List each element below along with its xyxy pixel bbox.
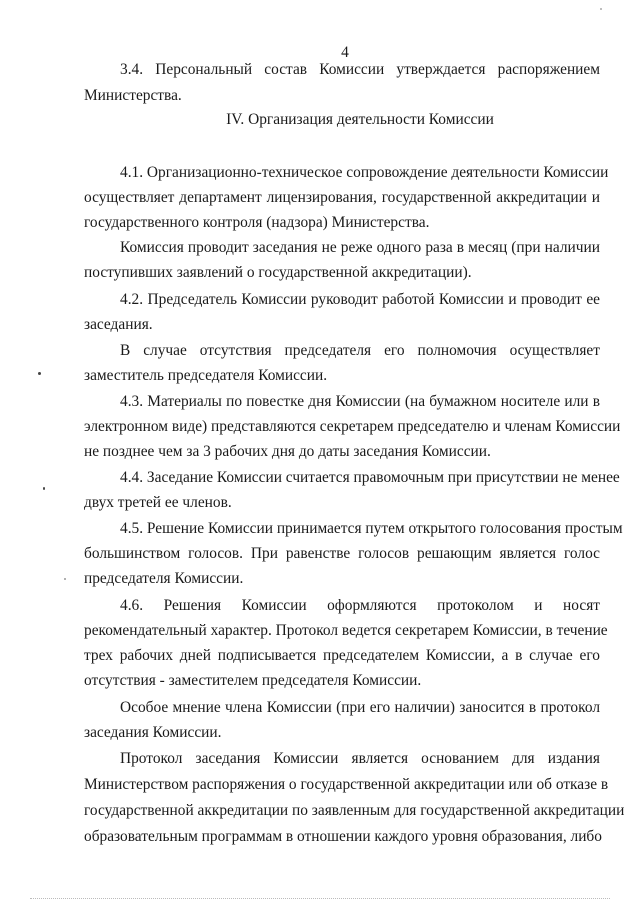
- item-4-5-line-2: большинством голосов. При равенстве голосов решающим является голос: [84, 545, 600, 562]
- item-4-6-line-4: отсутствия - заместителем председателя Комиссии.: [84, 672, 422, 689]
- item-4-5-line-1: 4.5. Решение Комиссии принимается путем открытого голосования простым: [120, 520, 623, 537]
- item-4-6-line-2: рекомендательный характер. Протокол ведется секретарем Комиссии, в течение: [84, 622, 608, 639]
- item-4-3-line-3: не позднее чем за 3 рабочих дня до даты заседания Комиссии.: [84, 443, 491, 460]
- item-4-5-line-3: председателя Комиссии.: [84, 570, 244, 587]
- item-4-4-line-1: 4.4. Заседание Комиссии считается правомочным при присутствии не менее: [120, 469, 620, 486]
- item-4-1-line-1: 4.1. Организационно-техническое сопровождение деятельности Комиссии: [120, 164, 609, 181]
- scan-speck: [43, 487, 45, 490]
- protocol-line-3: государственной аккредитации по заявленным для государственной аккредитации: [84, 802, 625, 819]
- item-4-3-line-1: 4.3. Материалы по повестке дня Комиссии (на бумажном носителе или в: [120, 393, 600, 410]
- dissent-line-1: Особое мнение члена Комиссии (при его наличии) заносится в протокол: [120, 699, 600, 716]
- absence-line-1: В случае отсутствия председателя его полномочия осуществляет: [120, 342, 600, 359]
- protocol-line-1: Протокол заседания Комиссии является основанием для издания: [120, 750, 600, 767]
- item-4-6-line-1: 4.6. Решения Комиссии оформляются протоколом и носят: [120, 597, 600, 614]
- page-number: 4: [341, 44, 349, 61]
- section-heading: IV. Организация деятельности Комиссии: [226, 111, 494, 128]
- scan-edge-noise: [30, 898, 610, 900]
- item-3-4-line-1: 3.4. Персональный состав Комиссии утверждается распоряжением: [120, 61, 600, 78]
- meetings-line-2: поступивших заявлений о государственной аккредитации).: [84, 264, 472, 281]
- protocol-line-2: Министерством распоряжения о государственной аккредитации или об отказе в: [84, 776, 609, 793]
- absence-line-2: заместитель председателя Комиссии.: [84, 367, 328, 384]
- item-4-1-line-2: осуществляет департамент лицензирования, государственной аккредитации и: [84, 189, 600, 206]
- dissent-line-2: заседания Комиссии.: [84, 724, 222, 741]
- scan-speck: [600, 8, 602, 10]
- item-4-2-line-2: заседания.: [84, 316, 153, 333]
- scan-speck: [38, 372, 41, 375]
- item-4-4-line-2: двух третей ее членов.: [84, 494, 232, 511]
- meetings-line-1: Комиссия проводит заседания не реже одного раза в месяц (при наличии: [120, 239, 600, 256]
- item-4-1-line-3: государственного контроля (надзора) Министерства.: [84, 214, 430, 231]
- item-3-4-line-2: Министерства.: [84, 87, 182, 104]
- item-4-3-line-2: электронном виде) представляются секретарем председателю и членам Комиссии: [84, 418, 621, 435]
- item-4-2-line-1: 4.2. Председатель Комиссии руководит работой Комиссии и проводит ее: [120, 291, 600, 308]
- item-4-6-line-3: трех рабочих дней подписывается председателем Комиссии, а в случае его: [84, 647, 600, 664]
- scan-speck: [64, 578, 66, 580]
- protocol-line-4: образовательным программам в отношении каждого уровня образования, либо: [84, 828, 602, 845]
